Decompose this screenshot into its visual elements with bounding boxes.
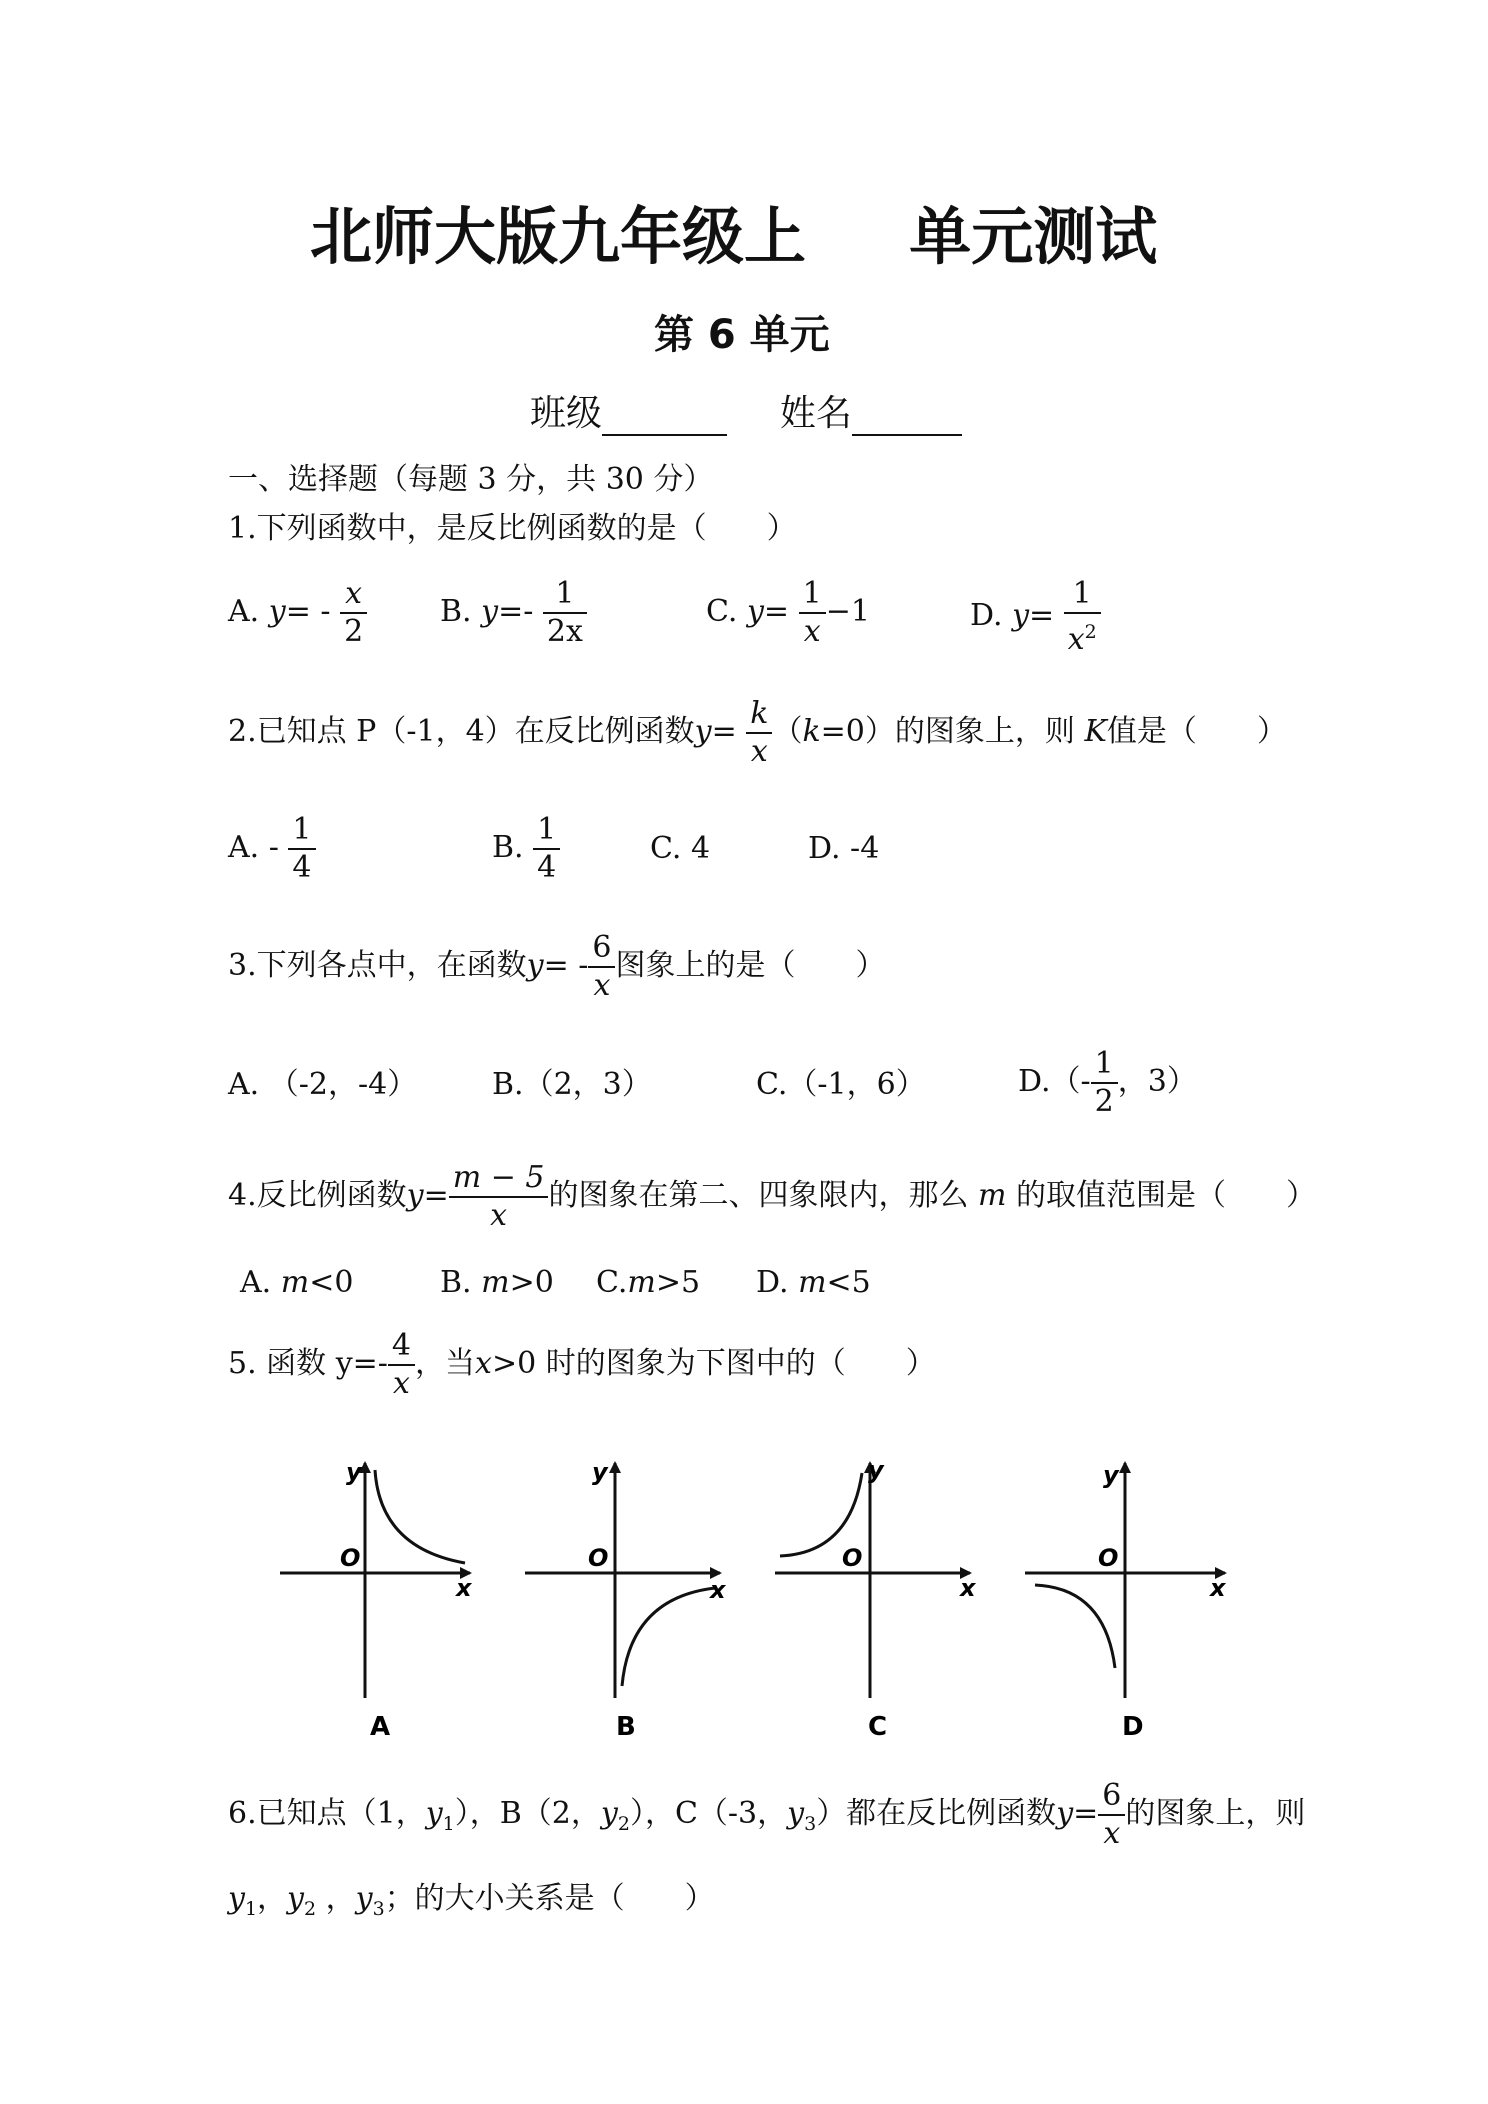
q3-d-fraction: $\frac{1}{2}$ (1091, 1046, 1118, 1120)
q1-option-b: B. y=- $\frac{1}{2x}$ (440, 576, 587, 650)
q1-option-d: D. y= $\frac{1}{x^2}$ (970, 576, 1101, 658)
svg-text:x: x (456, 1574, 472, 1602)
svg-text:O: O (588, 1544, 609, 1572)
q1-option-c: C. y= $\frac{1}{x}$ −1 (706, 576, 870, 649)
svg-text:B: B (616, 1712, 636, 1738)
class-label: 班级 (530, 393, 603, 434)
svg-text:C: C (868, 1712, 888, 1738)
q2-option-b: B. $\frac{1}{4}$ (492, 812, 560, 886)
svg-text:x: x (1210, 1574, 1226, 1602)
page-subtitle: 第 6 单元 (654, 312, 830, 358)
svg-text:O: O (1098, 1544, 1119, 1572)
q4-option-d: D. m<5 (756, 1265, 871, 1300)
graph-b[interactable] (525, 1458, 727, 1738)
q5-stem: 5. 函数 y=- $\frac{4}{x}$ ，当x>0 时的图象为下图中的（ ） (228, 1328, 936, 1401)
svg-text:y: y (346, 1458, 362, 1486)
q6-stem-line2: $y_1$，$y_2$ ，$y_3$；的大小关系是（ ） (228, 1881, 715, 1920)
q1-b-fraction: $\frac{1}{2x}$ (543, 576, 587, 650)
q3-option-c: C.（-1，6） (756, 1067, 926, 1102)
q2-b-fraction: $\frac{1}{4}$ (533, 812, 560, 886)
q3-option-a: A. （-2，-4） (228, 1067, 418, 1102)
svg-text:y: y (868, 1456, 884, 1484)
q6-stem-line1: 6.已知点（1，$y_1$），B（2，$y_2$），C（-3，$y_3$）都在反比例函数y= $\frac{6}{x}$ 的图象上，则 (228, 1778, 1306, 1851)
svg-text:x: x (960, 1574, 976, 1602)
q1-stem: 1.下列函数中，是反比例函数的是（ ） (228, 511, 797, 546)
q1-option-a: A. y= - $\frac{x}{2}$ (228, 576, 367, 650)
q3-option-b: B.（2，3） (492, 1067, 652, 1102)
svg-text:O: O (842, 1544, 863, 1572)
q5-graphs (270, 1448, 1240, 1738)
svg-text:x: x (710, 1576, 726, 1604)
svg-text:A: A (370, 1712, 391, 1738)
svg-text:O: O (340, 1544, 361, 1572)
q2-option-a: A. - $\frac{1}{4}$ (228, 812, 316, 886)
q1-d-fraction: $\frac{1}{x^2}$ (1064, 576, 1101, 658)
name-label: 姓名 (779, 393, 852, 434)
section-heading: 一、选择题（每题 3 分，共 30 分） (228, 462, 714, 497)
title-right: 单元测试 (909, 200, 1158, 273)
q5-fraction: $\frac{4}{x}$ (388, 1328, 415, 1402)
q6-fraction: $\frac{6}{x}$ (1098, 1778, 1125, 1852)
svg-text:D: D (1122, 1712, 1144, 1738)
q2-option-d: D. -4 (808, 831, 880, 866)
q2-a-fraction: $\frac{1}{4}$ (288, 812, 315, 886)
svg-text:y: y (1103, 1461, 1119, 1489)
svg-text:y: y (592, 1458, 608, 1486)
class-blank[interactable] (602, 396, 727, 436)
page-title (310, 202, 1157, 272)
title-left: 北师大版九年级上 (310, 200, 807, 273)
q2-stem: 2.已知点 P（-1，4）在反比例函数y= $\frac{k}{x}$ （k=0）的图象上，则 K值是（ ） (228, 696, 1287, 769)
q2-fraction: $\frac{k}{x}$ (746, 696, 772, 770)
q4-fraction: $\frac{m - 5}{x}$ (449, 1160, 549, 1234)
q4-option-a: A. m<0 (240, 1265, 354, 1300)
q4-stem: 4.反比例函数y= $\frac{m - 5}{x}$ 的图象在第二、四象限内，那么 m 的取值范围是（ ） (228, 1160, 1317, 1233)
student-info (530, 392, 962, 436)
graph-a[interactable] (280, 1458, 473, 1738)
q3-option-d: D.（- $\frac{1}{2}$ ，3） (1018, 1046, 1197, 1119)
graph-c[interactable] (775, 1456, 977, 1738)
q3-fraction: $\frac{6}{x}$ (588, 930, 615, 1004)
graph-d[interactable] (1025, 1461, 1227, 1738)
name-blank[interactable] (852, 396, 962, 436)
q4-option-b: B. m>0 (440, 1265, 554, 1300)
q1-c-fraction: $\frac{1}{x}$ (799, 576, 826, 650)
q2-option-c: C. 4 (650, 831, 711, 866)
q3-stem: 3.下列各点中，在函数y= - $\frac{6}{x}$ 图象上的是（ ） (228, 930, 886, 1003)
q1-a-fraction: $\frac{x}{2}$ (340, 576, 367, 650)
q4-option-c: C.m>5 (596, 1265, 701, 1300)
